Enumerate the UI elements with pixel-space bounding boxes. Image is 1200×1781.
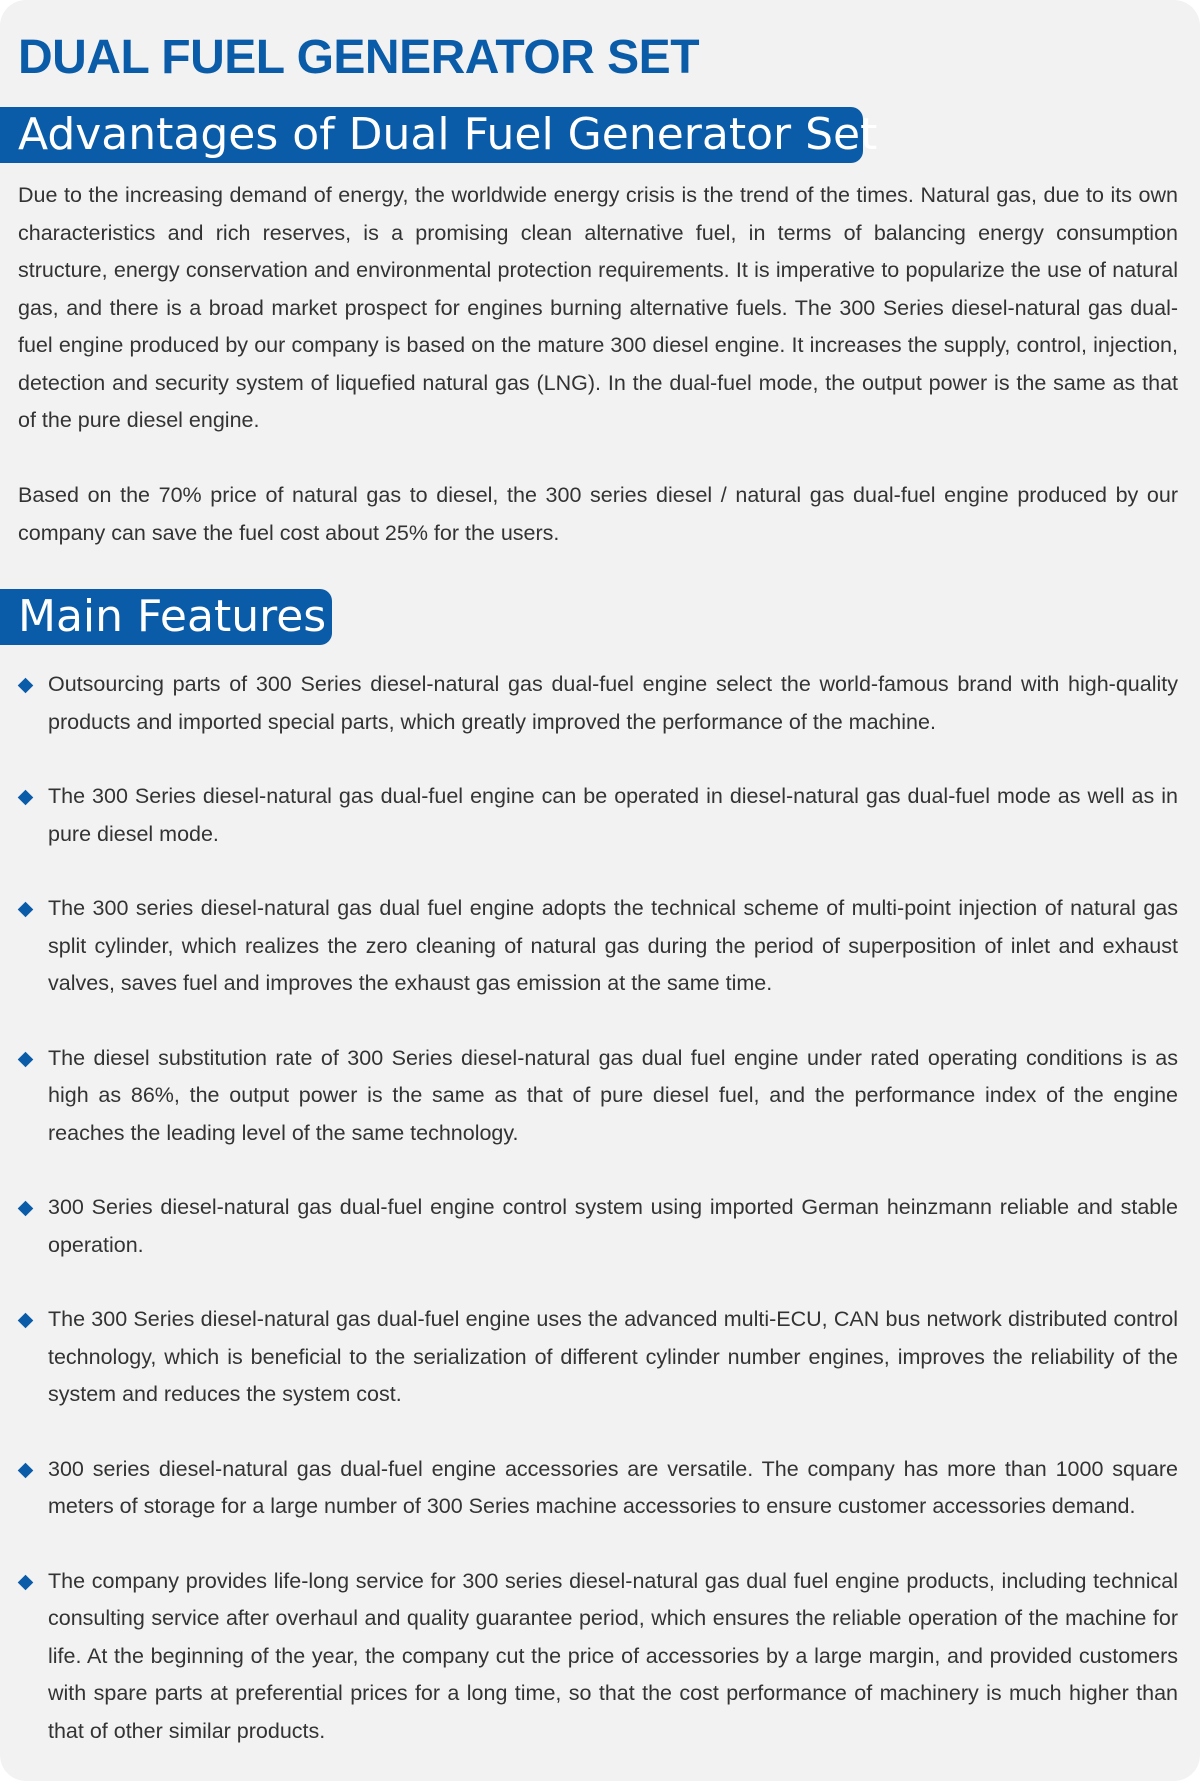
feature-text: The 300 Series diesel-natural gas dual-fuel engine uses the advanced multi-ECU, CAN bus network distributed control technology, which is beneficial to the serialization of different cylinder number engines, improves the reliability of the system and reduces the system cost. [48, 1307, 1178, 1406]
diamond-bullet-icon [18, 1462, 34, 1478]
feature-item [0, 1563, 1178, 1751]
feature-text: 300 Series diesel-natural gas dual-fuel engine control system using imported German heinzmann reliable and stable operation. [48, 1195, 1178, 1257]
diamond-bullet-icon [18, 902, 34, 918]
feature-item [0, 1040, 1178, 1153]
feature-item [0, 1451, 1178, 1526]
diamond-bullet-icon [18, 1051, 34, 1067]
feature-item [0, 890, 1178, 1003]
diamond-bullet-icon [18, 678, 34, 694]
feature-text: Outsourcing parts of 300 Series diesel-natural gas dual-fuel engine select the world-famous brand with high-quality products and imported special parts, which greatly improved the performance of the machine. [48, 672, 1178, 734]
advantages-heading: Advantages of Dual Fuel Generator Set [0, 107, 863, 163]
page-title: DUAL FUEL GENERATOR SET [18, 31, 700, 84]
feature-item [0, 1301, 1178, 1414]
advantages-paragraph-2: Based on the 70% price of natural gas to diesel, the 300 series diesel / natural gas dual-fuel engine produced by our company can save the fuel cost about 25% for the users. [18, 483, 1178, 545]
feature-text: The diesel substitution rate of 300 Series diesel-natural gas dual fuel engine under rated operating conditions is as high as 86%, the output power is the same as that of pure diesel fuel, and the performance index of the engine reaches the leading level of the same technology. [48, 1045, 1178, 1145]
features-list [0, 666, 1200, 1781]
diamond-bullet-icon [18, 1574, 34, 1590]
feature-text: The 300 series diesel-natural gas dual fuel engine adopts the technical scheme of multi-point injection of natural gas split cylinder, which realizes the zero cleaning of natural gas during the period of superposition of inlet and exhaust valves, saves fuel and improves the exhaust gas emission at the same time. [48, 896, 1178, 995]
advantages-paragraph-1: Due to the increasing demand of energy, the worldwide energy crisis is the trend of the times. Natural gas, due to its own characteristics and rich reserves, is a promising clean alternative fuel, in terms of balancing energy consumption structure, energy conservation and environmental protection requirements. It is imperative to popularize the use of natural gas, and there is a broad market prospect for engines burning alternative fuels. The 300 Series diesel-natural gas dual-fuel engine produced by our company is based on the mature 300 diesel engine. It increases the supply, control, injection, detection and security system of liquefied natural gas (LNG). In the dual-fuel mode, the output power is the same as that of the pure diesel engine. [18, 183, 1178, 432]
feature-item [0, 666, 1178, 741]
feature-item [0, 1189, 1178, 1264]
features-heading: Main Features [0, 589, 332, 645]
feature-text: The 300 Series diesel-natural gas dual-fuel engine can be operated in diesel-natural gas dual-fuel mode as well as in pure diesel mode. [48, 784, 1178, 846]
feature-text: 300 series diesel-natural gas dual-fuel engine accessories are versatile. The company has more than 1000 square meters of storage for a large number of 300 Series machine accessories to ensure customer accessories demand. [48, 1456, 1178, 1518]
diamond-bullet-icon [18, 1201, 34, 1217]
feature-item [0, 778, 1178, 853]
diamond-bullet-icon [18, 1313, 34, 1329]
feature-text: The company provides life-long service for 300 series diesel-natural gas dual fuel engine products, including technical consulting service after overhaul and quality guarantee period, which ensures the reliable operation of the machine for life. At the beginning of the year, the company cut the price of accessories by a large margin, and provided customers with spare parts at preferential prices for a long time, so that the cost performance of machinery is much higher than that of other similar products. [48, 1568, 1178, 1743]
diamond-bullet-icon [18, 790, 34, 806]
